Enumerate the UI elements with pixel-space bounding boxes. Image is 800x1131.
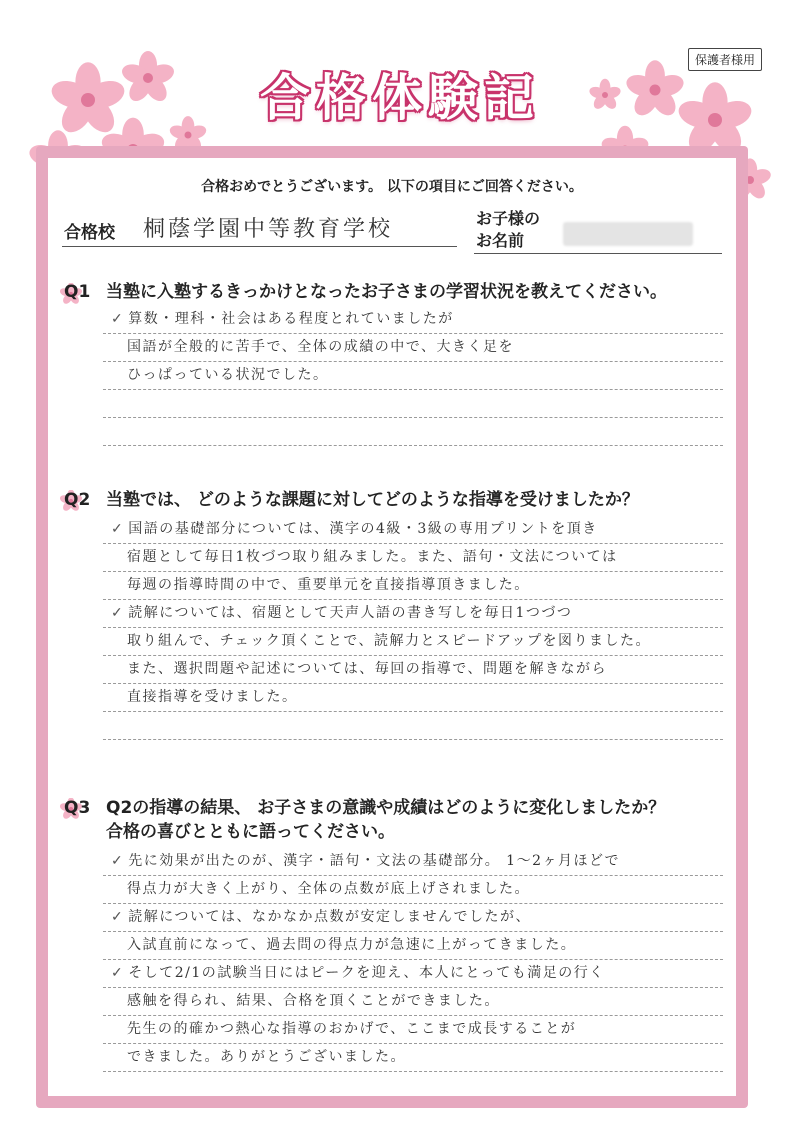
answer-line: ✓ 先に効果が出たのが、漢字・語句・文法の基礎部分。 1〜2ヶ月ほどで	[103, 848, 723, 876]
question-number: Q2	[64, 490, 91, 510]
answer-line: ✓ 読解については、なかなか点数が安定しませんでしたが、	[103, 904, 723, 932]
answer-line: 宿題として毎日1枚づつ取り組みました。また、語句・文法については	[103, 544, 723, 572]
answer-line: 取り組んで、チェック頂くことで、読解力とスピードアップを図りました。	[103, 628, 723, 656]
answer-line: 直接指導を受けました。	[103, 684, 723, 712]
question-text-line2: 合格の喜びとともに語ってください。	[106, 822, 395, 842]
question-text: 当塾では、 どのような課題に対してどのような指導を受けましたか？	[106, 490, 639, 510]
answer-line: 毎週の指導時間の中で、重要単元を直接指導頂きました。	[103, 572, 723, 600]
answer-3	[103, 848, 723, 1072]
intro-text: 合格おめでとうございます。 以下の項目にご回答ください。	[201, 179, 583, 195]
question-3-heading	[64, 796, 665, 844]
answer-line: また、選択問題や記述については、毎回の指導で、問題を解きながら	[103, 656, 723, 684]
school-label: 合格校	[64, 223, 115, 243]
question-number: Q1	[64, 282, 91, 302]
answer-2	[103, 516, 723, 740]
question-text: Q2の指導の結果、 お子さまの意識や成績はどのように変化しましたか？	[106, 798, 666, 818]
school-value: 桐蔭学園中等教育学校	[143, 217, 394, 242]
answer-line: ✓ 国語の基礎部分については、漢字の4級・3級の専用プリントを頂き	[103, 516, 723, 544]
answer-line	[103, 390, 723, 418]
answer-line: 入試直前になって、過去問の得点力が急速に上がってきました。	[103, 932, 723, 960]
answer-line: 感触を得られ、結果、合格を頂くことができました。	[103, 988, 723, 1016]
form-panel	[48, 158, 736, 1096]
child-name-redacted	[563, 222, 693, 246]
answer-line: ひっぱっている状況でした。	[103, 362, 723, 390]
answer-line: 得点力が大きく上がり、全体の点数が底上げされました。	[103, 876, 723, 904]
answer-line	[103, 418, 723, 446]
answer-1	[103, 306, 723, 446]
question-1-heading	[64, 280, 667, 304]
question-text: 当塾に入塾するきっかけとなったお子さまの学習状況を教えてください。	[106, 282, 667, 302]
answer-line: 先生の的確かつ熱心な指導のおかげで、ここまで成長することが	[103, 1016, 723, 1044]
answer-line: ✓ 読解については、宿題として天声人語の書き写しを毎日1つづつ	[103, 600, 723, 628]
child-name-label-line1: お子様の	[476, 209, 541, 228]
answer-line: ✓ 算数・理科・社会はある程度とれていましたが	[103, 306, 723, 334]
school-underline	[62, 246, 457, 247]
child-name-underline	[474, 253, 722, 254]
answer-line: ✓ そして2/1の試験当日にはピークを迎え、本人にとっても満足の行く	[103, 960, 723, 988]
child-name-label-line2: お名前	[476, 231, 525, 250]
question-2-heading	[64, 488, 639, 512]
child-name-label	[476, 208, 566, 252]
answer-line	[103, 712, 723, 740]
page-title: 合格体験記	[260, 68, 540, 127]
guardian-use-badge: 保護者様用	[688, 48, 762, 71]
answer-line: 国語が全般的に苦手で、全体の成績の中で、大きく足を	[103, 334, 723, 362]
question-number: Q3	[64, 798, 91, 818]
answer-line: できました。ありがとうございました。	[103, 1044, 723, 1072]
